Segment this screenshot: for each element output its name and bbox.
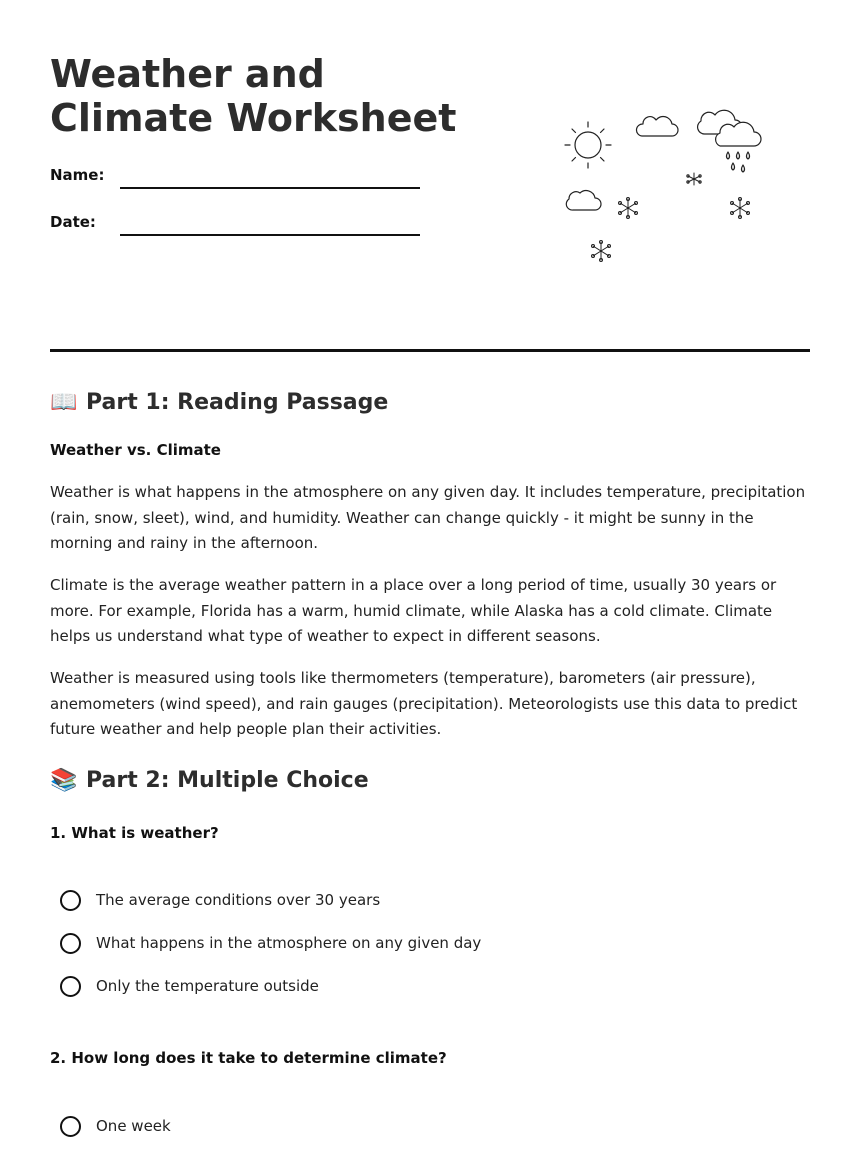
section-divider — [50, 349, 810, 352]
option-label: What happens in the atmosphere on any given day — [96, 934, 482, 952]
option-label: The average conditions over 30 years — [96, 891, 381, 909]
name-label: Name: — [50, 166, 105, 184]
date-label: Date: — [50, 213, 96, 231]
snowflake-icon — [619, 198, 638, 219]
radio-button[interactable] — [60, 1116, 81, 1137]
passage-subheading: Weather vs. Climate — [50, 441, 221, 459]
part1-heading — [50, 390, 388, 415]
date-field[interactable] — [120, 234, 420, 236]
page-title: Weather and Climate Worksheet — [50, 52, 457, 140]
question-1-option-c[interactable] — [60, 973, 319, 999]
question-2: 2. How long does it take to determine climate? — [50, 1049, 447, 1067]
radio-button[interactable] — [60, 976, 81, 997]
passage-paragraph: Weather is what happens in the atmosphere on any given day. It includes temperature, precipitation (rain, snow, sleet), wind, and humidity. Weather can change quickly - it might be sunny in the morning and rainy in the afternoon. — [50, 483, 806, 552]
part1-heading-text: Part 1: Reading Passage — [86, 390, 389, 415]
question-1-option-a[interactable] — [60, 887, 380, 913]
snowflake-icon — [687, 173, 701, 185]
snowflake-icon — [731, 198, 750, 219]
part2-heading — [50, 768, 369, 793]
radio-button[interactable] — [60, 890, 81, 911]
rain-cloud-icon — [698, 110, 761, 172]
option-label: Only the temperature outside — [96, 977, 319, 995]
question-1-option-b[interactable] — [60, 930, 481, 956]
option-label: One week — [96, 1117, 171, 1135]
question-1: 1. What is weather? — [50, 824, 219, 842]
books-icon: 📚 — [50, 768, 78, 793]
snowflake-icon — [592, 241, 611, 262]
question-2-option-a[interactable] — [60, 1113, 171, 1139]
name-field[interactable] — [120, 187, 420, 189]
sun-icon — [565, 122, 611, 168]
cloud-icon — [566, 191, 601, 210]
weather-illustration — [548, 100, 788, 270]
cloud-icon — [636, 116, 678, 136]
book-icon: 📖 — [50, 390, 78, 415]
passage-paragraph: Climate is the average weather pattern in a place over a long period of time, usually 30 years or more. For example, Florida has a warm, humid climate, while Alaska has a cold climate. Climate helps us understand what type of weather to expect in different seasons. — [50, 576, 777, 645]
radio-button[interactable] — [60, 933, 81, 954]
passage-paragraph: Weather is measured using tools like thermometers (temperature), barometers (air pressure), anemometers (wind speed), and rain gauges (precipitation). Meteorologists use this data to predict future weather and help people plan their activities. — [50, 669, 798, 738]
part2-heading-text: Part 2: Multiple Choice — [86, 768, 369, 793]
